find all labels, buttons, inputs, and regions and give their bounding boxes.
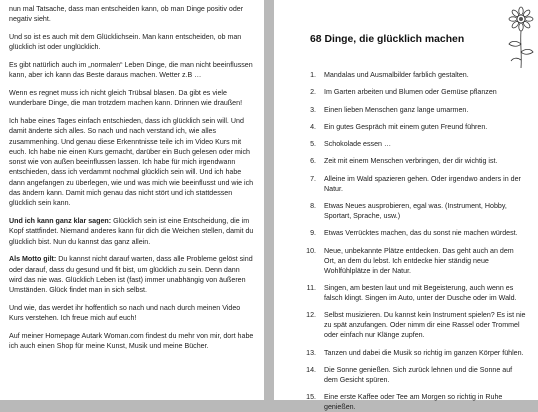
list-item-number: 7. bbox=[310, 174, 316, 183]
list-item bbox=[298, 122, 526, 132]
list-item-number: 15. bbox=[306, 393, 316, 402]
paragraph bbox=[9, 88, 254, 109]
list-item bbox=[298, 139, 526, 149]
list-item bbox=[298, 310, 526, 340]
list-item-number: 5. bbox=[310, 140, 316, 149]
list-item-text: Neue, unbekannte Plätze entdecken. Das geht auch an dem Ort, an dem du lebst. Ich entdecke hier ständig neue Wohlfühlplätze in der Natur. bbox=[324, 246, 514, 275]
paragraph-text: nun mal Tatsache, dass man entscheiden kann, ob man Dinge positiv oder negativ sieht. bbox=[9, 5, 244, 24]
paragraph-text: Ich habe eines Tages einfach entschieden, dass ich glücklich sein will. Und damit änderte sich alles. So nach und nach verstand ich, wie alles zusammenhing. Und genau diese Erkenntnisse teile ich im Video Kurs mit euch. Ich habe nie einen Kurs gemacht, darüber ein Buch gelesen oder mich sonst wie von außen beeinflussen lassen. Ich habe für mich irgendwann entschieden, dass ich verdammt nochmal glücklich sein will. Und ich habe dann angefangen zu überlegen, wie und was mich wie beeinflusst und wie ich das ändern kann. Damit mich genau das nicht stört und ich stattdessen glücklich sein kann. bbox=[9, 116, 254, 208]
list-item-text: Einen lieben Menschen ganz lange umarmen. bbox=[324, 105, 469, 114]
list-item-number: 1. bbox=[310, 71, 316, 79]
list-item-number: 14. bbox=[306, 365, 316, 374]
list-item-number: 10. bbox=[306, 246, 316, 255]
list-item bbox=[298, 365, 526, 385]
list-item-number: 2. bbox=[310, 88, 316, 97]
paragraph-text: Du kannst nicht darauf warten, dass alle Probleme gelöst sind oder darauf, dass du gesund und fit bist, um glücklich zu sein. Denn dann wird das nie was. Glücklich Leben ist (fast) immer unabhängig von äußeren Umständen. Glück findet man in sich selbst. bbox=[9, 255, 253, 295]
sunflower-icon bbox=[506, 6, 536, 68]
paragraph-lead: Als Motto gilt: bbox=[9, 255, 57, 264]
list-item bbox=[298, 156, 526, 166]
paragraph-text: Es gibt natürlich auch im „normalen“ Leben Dinge, die man nicht beeinflussen kann, aber ich kann das Beste daraus machen. Wetter z.B … bbox=[9, 60, 253, 80]
list-item-text: Tanzen und dabei die Musik so richtig im ganzen Körper fühlen. bbox=[324, 348, 524, 357]
list-item-number: 4. bbox=[310, 122, 316, 131]
list-item bbox=[298, 392, 526, 412]
paragraph-text: Glücklich sein ist eine Entscheidung, die im Kopf stattfindet. Niemand anderes kann für dich die Weichen stellen, damit du glücklich bist. Nun du kannst das ganz allein. bbox=[9, 217, 254, 246]
list-item-text: Alleine im Wald spazieren gehen. Oder irgendwo anders in der Natur. bbox=[324, 174, 521, 193]
list-item-number: 8. bbox=[310, 202, 316, 211]
list-item-number: 9. bbox=[310, 229, 316, 238]
list-item bbox=[298, 87, 526, 97]
list-item-text: Singen, am besten laut und mit Begeisterung, auch wenn es falsch klingt. Singen im Auto, unter der Dusche oder im Wald. bbox=[324, 283, 517, 302]
paragraph bbox=[9, 254, 254, 295]
list-item-text: Schokolade essen … bbox=[324, 140, 392, 149]
paragraph bbox=[9, 32, 254, 53]
list-item-text: Ein gutes Gespräch mit einem guten Freund führen. bbox=[324, 122, 488, 131]
paragraph-lead: Und ich kann ganz klar sagen: bbox=[9, 217, 112, 225]
paragraph-text: Wenn es regnet muss ich nicht gleich Trübsal blasen. Da gibt es viele wunderbare Dinge, die man trotzdem machen kann. Drinnen wie draußen! bbox=[9, 88, 243, 108]
list-item-number: 6. bbox=[310, 157, 316, 166]
paragraph bbox=[9, 303, 254, 324]
happiness-list bbox=[298, 70, 526, 412]
list-item-text: Zeit mit einem Menschen verbringen, der dir wichtig ist. bbox=[324, 157, 498, 166]
list-header bbox=[298, 4, 526, 70]
right-page bbox=[274, 0, 538, 412]
list-item-number: 12. bbox=[306, 311, 316, 320]
list-item bbox=[298, 246, 526, 276]
paragraph bbox=[9, 60, 254, 81]
left-text-body bbox=[9, 4, 254, 351]
list-item-text: Eine erste Kaffee oder Tee am Morgen so richtig in Ruhe genießen. bbox=[324, 393, 503, 412]
paragraph bbox=[9, 4, 254, 25]
list-item bbox=[298, 348, 526, 358]
paragraph bbox=[9, 216, 254, 247]
list-item-text: Etwas Verrücktes machen, das du sonst nie machen würdest. bbox=[324, 229, 518, 238]
page-title: 68 Dinge, die glücklich machen bbox=[310, 34, 465, 45]
list-item bbox=[298, 70, 526, 80]
paragraph bbox=[9, 116, 254, 209]
list-item-text: Etwas Neues ausprobieren, egal was. (Instrument, Hobby, Sportart, Sprache, usw.) bbox=[324, 202, 507, 221]
list-item-text: Mandalas und Ausmalbilder farblich gestalten. bbox=[324, 71, 469, 79]
list-item-text: Im Garten arbeiten und Blumen oder Gemüse pflanzen bbox=[324, 88, 497, 97]
list-item bbox=[298, 228, 526, 238]
list-item-number: 11. bbox=[306, 283, 316, 292]
left-page bbox=[0, 0, 264, 400]
list-item bbox=[298, 201, 526, 221]
list-item-number: 13. bbox=[306, 348, 316, 357]
list-item bbox=[298, 174, 526, 194]
list-item-text: Die Sonne genießen. Sich zurück lehnen und die Sonne auf dem Gesicht spüren. bbox=[324, 365, 513, 384]
paragraph-text: Und so ist es auch mit dem Glücklichsein. Man kann entscheiden, ob man glücklich ist oder unglücklich. bbox=[9, 32, 242, 52]
paragraph-text: Und wie, das werdet ihr hoffentlich so nach und nach durch meinen Video Kurs verstehen. Ich freue mich auf euch! bbox=[9, 303, 241, 323]
paragraph bbox=[9, 331, 254, 352]
list-item-text: Selbst musizieren. Du kannst kein Instrument spielen? Es ist nie zu spät anzufangen. Oder nimm dir eine Rassel oder Trommel oder einfach nur Klänge zupfen. bbox=[324, 311, 526, 340]
paragraph-text: Auf meiner Homepage Autark Woman.com findest du mehr von mir, dort habe ich auch einen Shop für meine Kunst, Musik und meine Bücher. bbox=[9, 331, 254, 351]
list-item bbox=[298, 105, 526, 115]
list-item bbox=[298, 283, 526, 303]
list-item-number: 3. bbox=[310, 105, 316, 114]
